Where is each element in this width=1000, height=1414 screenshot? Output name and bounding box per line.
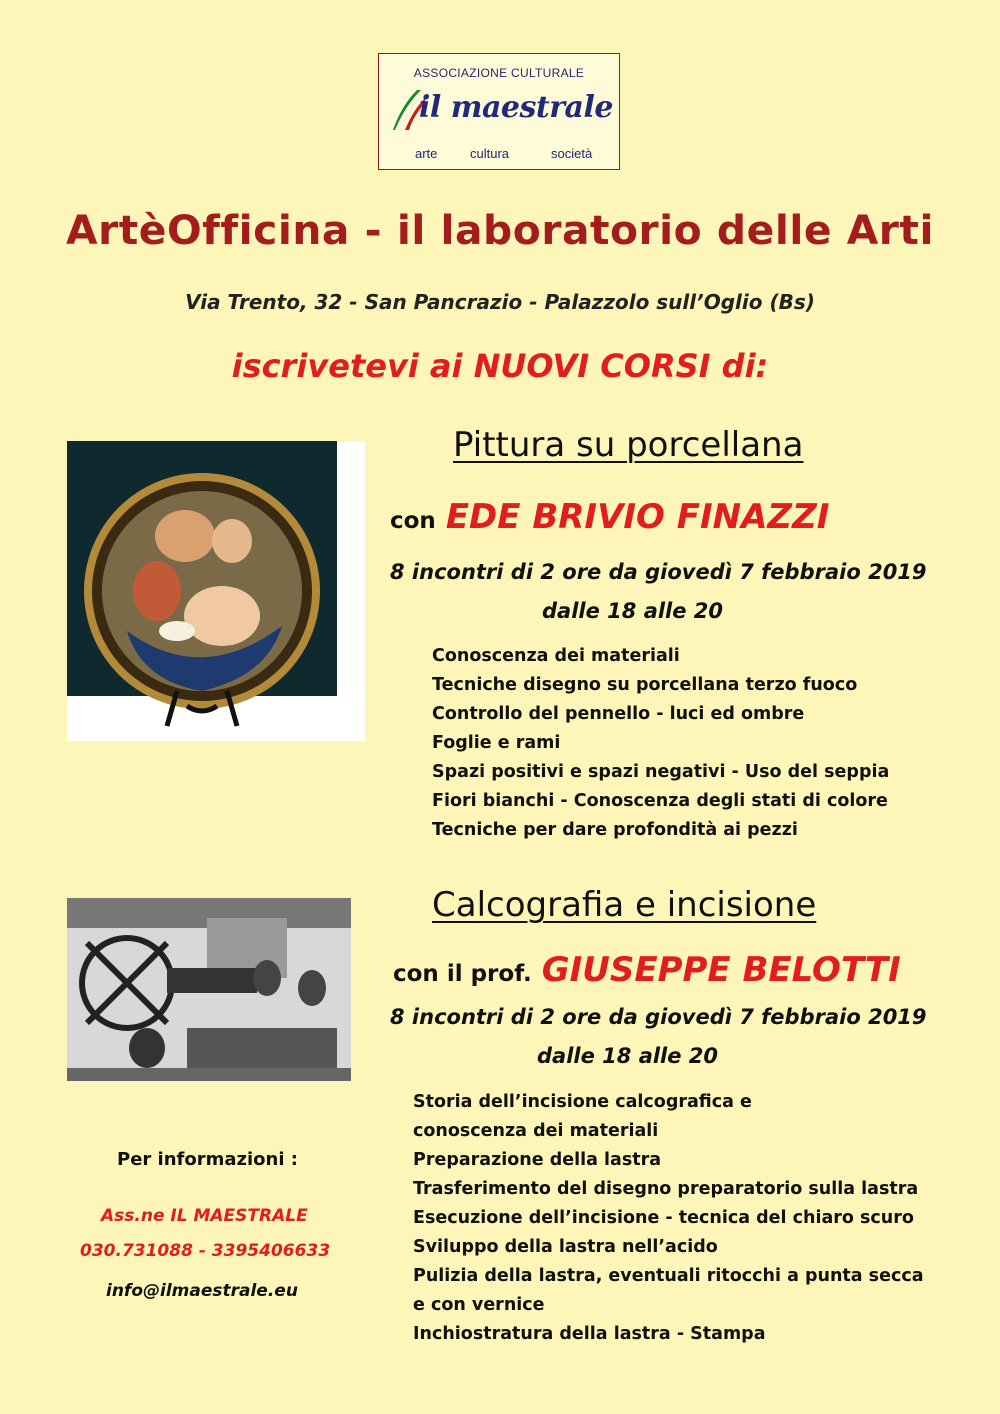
list-item: Spazi positivi e spazi negativi - Uso del seppia [432, 762, 890, 782]
course-title-engraving: Calcografia e incisione [432, 885, 817, 925]
list-item: Pulizia della lastra, eventuali ritocchi a punta secca [413, 1266, 924, 1286]
with-label: con il prof. [393, 961, 532, 987]
list-item: Foglie e rami [432, 733, 561, 753]
list-item: Controllo del pennello - luci ed ombre [432, 704, 805, 724]
list-item: e con vernice [413, 1295, 545, 1315]
list-item: Tecniche per dare profondità ai pezzi [432, 820, 798, 840]
engraving-workshop-image [67, 898, 351, 1081]
logo-tag-arte: arte [415, 146, 438, 161]
course-title-porcelain: Pittura su porcellana [453, 425, 804, 465]
info-email[interactable]: info@ilmaestrale.eu [106, 1281, 298, 1301]
schedule-dates: 8 incontri di 2 ore da giovedì 7 febbraio 2019 [390, 560, 927, 584]
list-item: Sviluppo della lastra nell’acido [413, 1237, 718, 1257]
list-item: Preparazione della lastra [413, 1150, 662, 1170]
schedule-hours: dalle 18 alle 20 [537, 1044, 719, 1068]
logo-name: il maestrale [419, 90, 613, 125]
enroll-invite: iscrivetevi ai NUOVI CORSI di: [231, 347, 769, 385]
teacher-line-porcelain [390, 497, 829, 537]
schedule-hours: dalle 18 alle 20 [542, 599, 724, 623]
page-title: ArtèOfficina - il laboratorio delle Arti [66, 208, 934, 254]
teacher-name: GIUSEPPE BELOTTI [541, 950, 901, 990]
association-logo [378, 53, 620, 170]
list-item: Tecniche disegno su porcellana terzo fuoco [432, 675, 858, 695]
info-label: Per informazioni : [117, 1149, 298, 1170]
list-item: conoscenza dei materiali [413, 1121, 659, 1141]
logo-tag-cultura: cultura [470, 146, 510, 161]
teacher-name: EDE BRIVIO FINAZZI [445, 497, 830, 537]
topics-list-engraving [413, 1088, 924, 1349]
logo-association-label: ASSOCIAZIONE CULTURALE [413, 66, 585, 80]
topics-list-porcelain [432, 642, 889, 845]
list-item: Trasferimento del disegno preparatorio sulla lastra [413, 1179, 919, 1199]
list-item: Esecuzione dell’incisione - tecnica del chiaro scuro [413, 1208, 914, 1228]
list-item: Inchiostratura della lastra - Stampa [413, 1324, 766, 1344]
logo-tag-societa: società [551, 146, 593, 161]
porcelain-plate-image [67, 441, 365, 741]
list-item: Fiori bianchi - Conoscenza degli stati di colore [432, 791, 888, 811]
info-phones: 030.731088 - 3395406633 [80, 1241, 331, 1261]
teacher-line-engraving [393, 950, 901, 990]
list-item: Conoscenza dei materiali [432, 646, 680, 666]
list-item: Storia dell’incisione calcografica e [413, 1092, 752, 1112]
info-association: Ass.ne IL MAESTRALE [101, 1206, 308, 1226]
address: Via Trento, 32 - San Pancrazio - Palazzolo sull’Oglio (Bs) [185, 290, 815, 314]
with-label: con [390, 508, 436, 534]
schedule-dates: 8 incontri di 2 ore da giovedì 7 febbraio 2019 [390, 1005, 927, 1029]
